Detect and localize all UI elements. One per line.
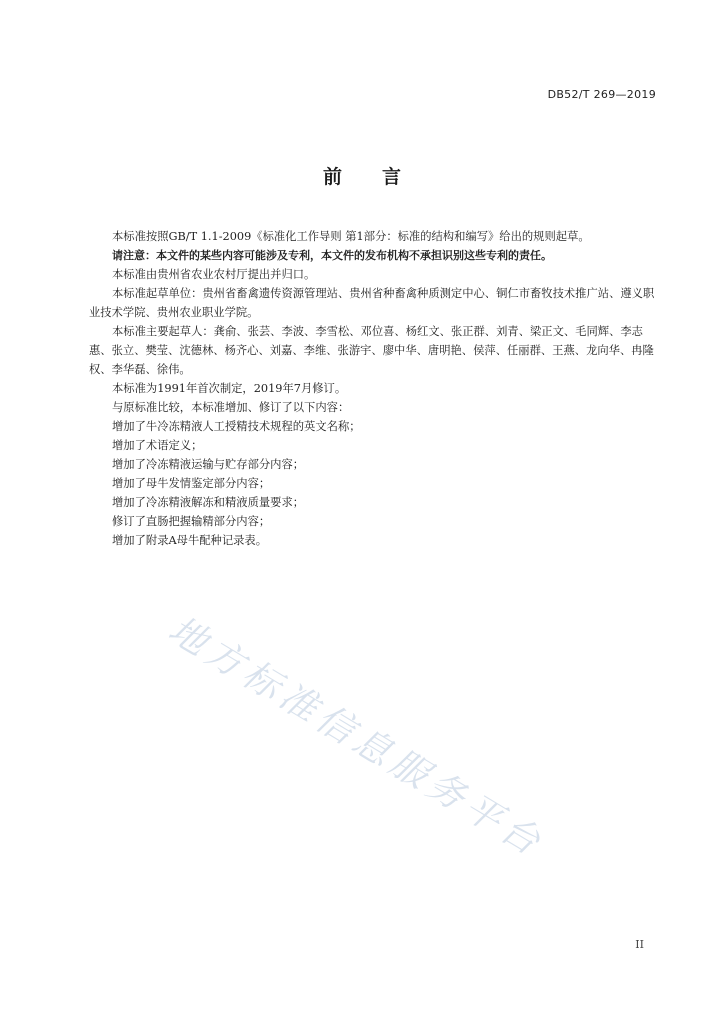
paragraph-drafting-rules: 本标准按照GB/T 1.1-2009《标准化工作导则 第1部分：标准的结构和编写》给出的规则起草。 <box>112 230 590 243</box>
paragraph-patent-notice: 请注意：本文件的某些内容可能涉及专利，本文件的发布机构不承担识别这些专利的责任。 <box>112 249 552 262</box>
list-item: 修订了直肠把握输精部分内容； <box>112 515 271 528</box>
list-item: 增加了术语定义； <box>112 439 203 452</box>
watermark: 地方标准信息服务平台 <box>161 607 552 867</box>
paragraph-history: 本标准为1991年首次制定，2019年7月修订。 <box>112 382 347 395</box>
list-item: 增加了冷冻精液运输与贮存部分内容； <box>112 458 305 471</box>
document-code: DB52/T 269—2019 <box>547 88 656 101</box>
title-char-1: 前 <box>322 166 342 188</box>
paragraph-drafters: 本标准主要起草人：龚俞、张芸、李波、李雪松、邓位喜、杨红文、张正群、刘青、梁正文、毛同辉、李志惠、张立、樊莹、沈德林、杨齐心、刘嘉、李维、张游宇、廖中华、唐明艳、侯萍、任丽群、王燕、龙向华、冉隆权、李华磊、徐伟。 <box>89 325 654 376</box>
list-item: 增加了牛冷冻精液人工授精技术规程的英文名称； <box>112 420 361 433</box>
paragraph-changes-intro: 与原标准比较，本标准增加、修订了以下内容： <box>112 401 350 414</box>
paragraph-proposer: 本标准由贵州省农业农村厅提出并归口。 <box>112 268 316 281</box>
foreword-body <box>89 227 659 550</box>
page-number: II <box>635 938 644 951</box>
list-item: 增加了附录A母牛配种记录表。 <box>112 534 268 547</box>
list-item: 增加了冷冻精液解冻和精液质量要求； <box>112 496 305 509</box>
page-title <box>0 162 724 189</box>
paragraph-drafting-units: 本标准起草单位：贵州省畜禽遗传资源管理站、贵州省种畜禽种质测定中心、铜仁市畜牧技术推广站、遵义职业技术学院、贵州农业职业学院。 <box>89 287 655 319</box>
list-item: 增加了母牛发情鉴定部分内容； <box>112 477 271 490</box>
title-char-2: 言 <box>382 166 402 188</box>
